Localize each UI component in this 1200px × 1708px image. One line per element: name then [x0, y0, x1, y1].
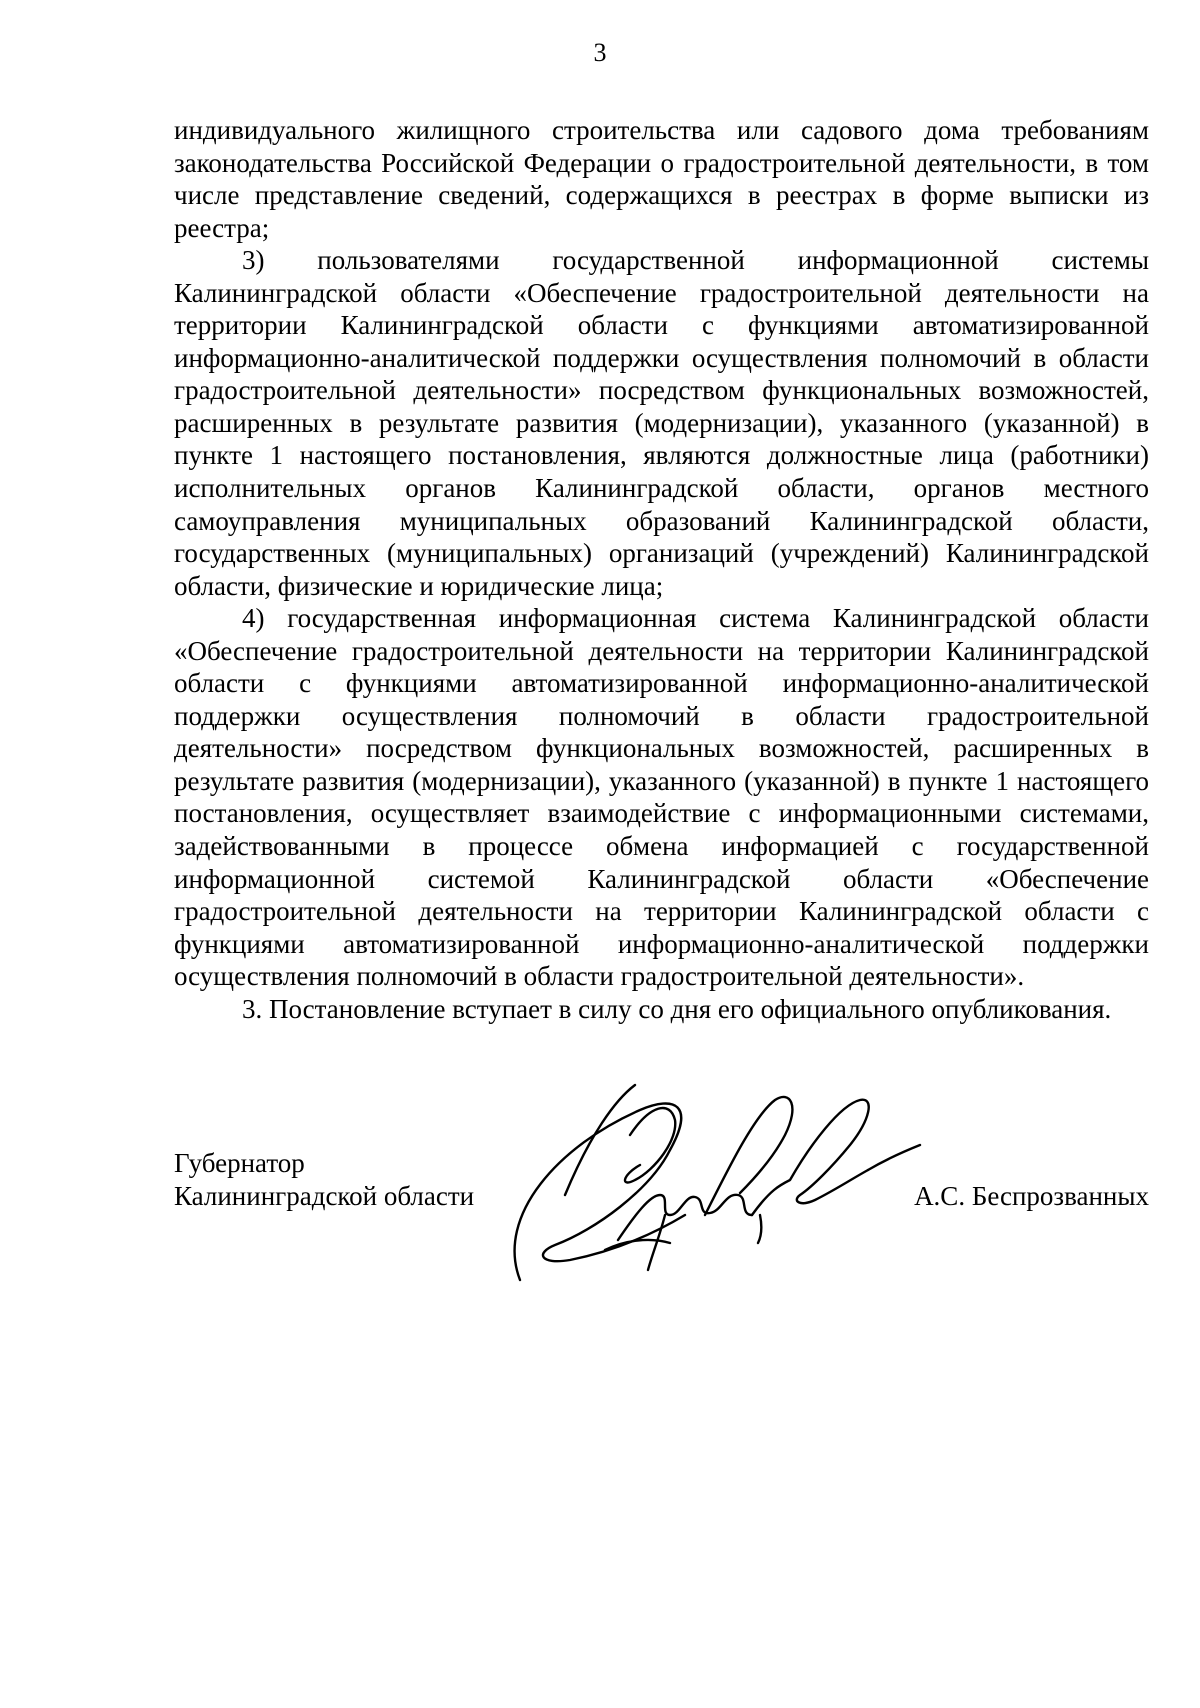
handwritten-signature	[500, 1065, 940, 1305]
signatory-title-line2: Калининградской области	[174, 1180, 475, 1211]
document-body	[174, 114, 1149, 1025]
signatory-title-line1: Губернатор	[174, 1148, 305, 1178]
paragraph-item-3: 3) пользователями государственной информационной системы Калининградской области «Обеспечение градостроительной деятельности на территории Калининградской области с функциями автоматизированной информационно-аналитической поддержки осуществления полномочий в области градостроительной деятельности» посредством функциональных возможностей, расширенных в результате развития (модернизации), указанного (указанной) в пункте 1 настоящего постановления, являются должностные лица (работники) исполнительных органов Калининградской области, органов местного самоуправления муниципальных образований Калининградской области, государственных (муниципальных) организаций (учреждений) Калининградской области, физические и юридические лица;	[174, 245, 1149, 601]
page-number: 3	[593, 38, 607, 67]
paragraph-continuation: индивидуального жилищного строительства или садового дома требованиям законодательства Российской Федерации о градостроительной деятельности, в том числе представление сведений, содержащихся в реестрах в форме выписки из реестра;	[174, 115, 1149, 243]
signatory-name: А.С. Беспрозванных	[914, 1180, 1149, 1211]
paragraph-clause-3: 3. Постановление вступает в силу со дня его официального опубликования.	[242, 993, 1112, 1024]
paragraph-item-4: 4) государственная информационная система Калининградской области «Обеспечение градостроительной деятельности на территории Калининградской области с функциями автоматизированной информационно-аналитической поддержки осуществления полномочий в области градостроительной деятельности» посредством функциональных возможностей, расширенных в результате развития (модернизации), указанного (указанной) в пункте 1 настоящего постановления, осуществляет взаимодействие с информационными системами, задействованными в процессе обмена информацией с государственной информационной системой Калининградской области «Обеспечение градостроительной деятельности на территории Калининградской области с функциями автоматизированной информационно-аналитической поддержки осуществления полномочий в области градостроительной деятельности».	[174, 603, 1149, 992]
